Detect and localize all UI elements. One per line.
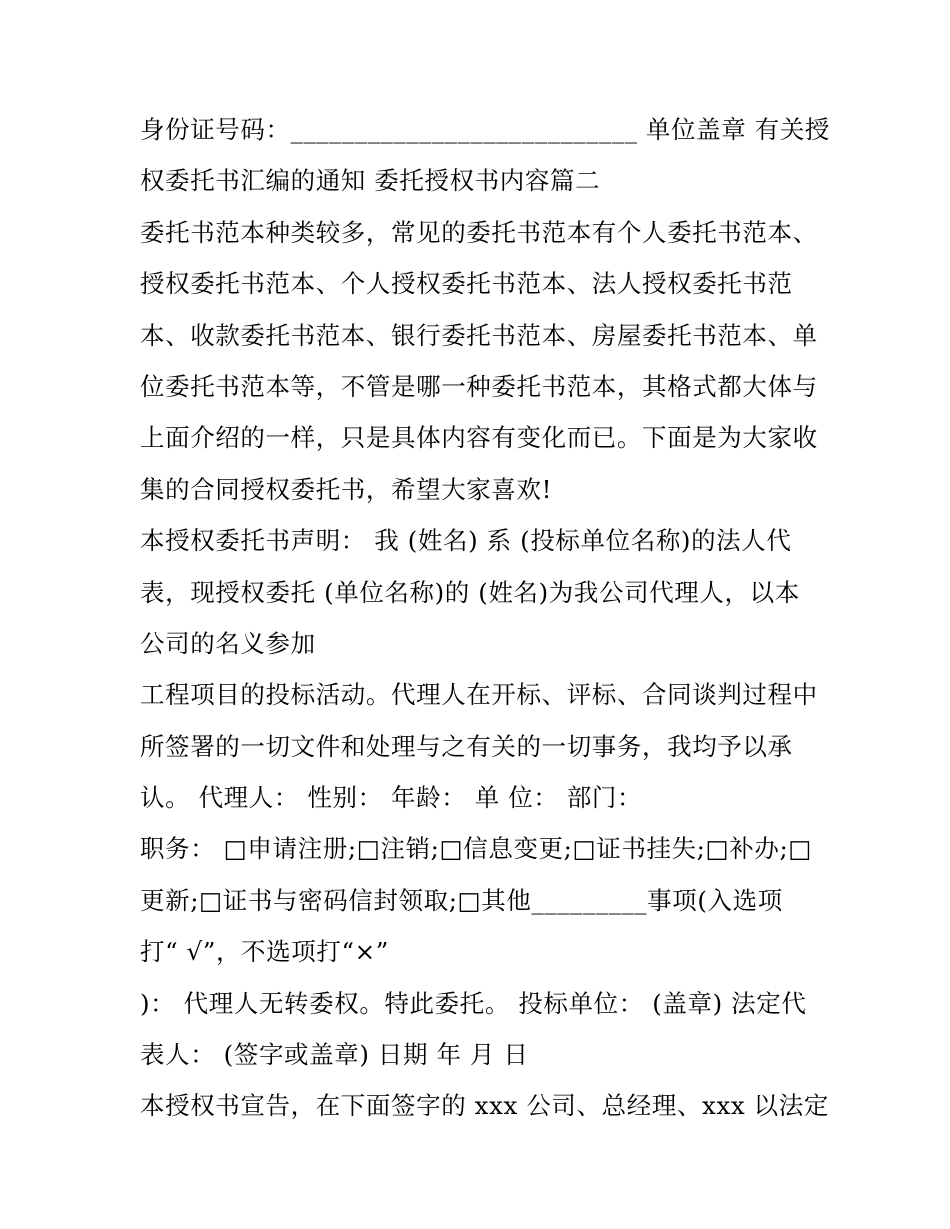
text-line: 本、收款委托书范本、银行委托书范本、房屋委托书范本、单 <box>140 320 818 350</box>
text-line: 表人： (签字或盖章) 日期 年 月 日 <box>140 1040 529 1070</box>
text-line: 所签署的一切文件和处理与之有关的一切事务，我均予以承 <box>140 731 793 761</box>
text-line: 职务： □申请注册;□注销;□信息变更;□证书挂失;□补办;□ <box>140 834 813 864</box>
text-line: 委托书范本种类较多，常见的委托书范本有个人委托书范本、 <box>140 217 818 247</box>
text-line: 身份证号码：___________________________ 单位盖章 有关授 <box>140 115 831 144</box>
text-line: 表，现授权委托 (单位名称)的 (姓名)为我公司代理人，以本 <box>140 577 800 607</box>
text-line: 公司的名义参加 <box>140 628 316 658</box>
text-line: 工程项目的投标活动。代理人在开标、评标、合同谈判过程中 <box>140 680 818 710</box>
text-line: 认。 代理人： 性别： 年龄： 单 位： 部门： <box>140 783 643 813</box>
document-body <box>140 104 831 1132</box>
text-line: 位委托书范本等，不管是哪一种委托书范本，其格式都大体与 <box>140 371 818 401</box>
text-line: )： 代理人无转委权。特此委托。 投标单位： (盖章) 法定代 <box>140 988 807 1018</box>
text-line: 上面介绍的一样，只是具体内容有变化而已。下面是为大家收 <box>140 423 818 453</box>
text-line: 权委托书汇编的通知 委托授权书内容篇二 <box>140 166 601 196</box>
text-line: 授权委托书范本、个人授权委托书范本、法人授权委托书范 <box>140 269 793 299</box>
text-line: 本授权委托书声明： 我 (姓名) 系 (投标单位名称)的法人代 <box>140 526 792 556</box>
text-line: 更新;□证书与密码信封领取;□其他_________事项(入选项 <box>140 885 783 915</box>
text-line: 打“ √”，不选项打“×” <box>140 937 389 967</box>
text-line: 集的合同授权委托书，希望大家喜欢! <box>140 474 553 504</box>
text-line: 本授权书宣告，在下面签字的 xxx 公司、总经理、xxx 以法定 <box>140 1091 829 1121</box>
